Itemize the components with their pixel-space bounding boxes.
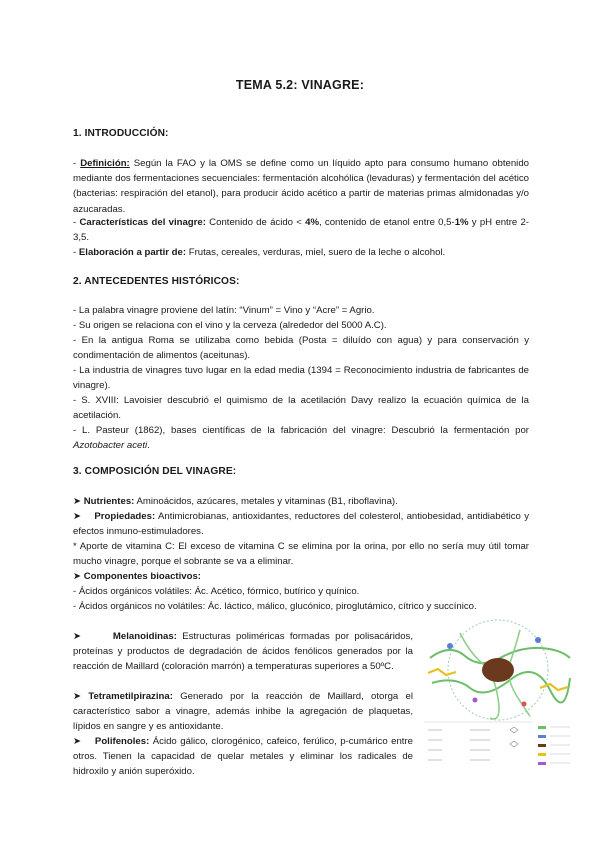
polifenoles-text: Ácido gálico, clorogénico, cafeico, ferúlico, p-cumárico entre otros. Tienen la capacidad de quelar metales y eliminar los radicales de hidroxilo y anión superóxido. <box>73 736 413 778</box>
elaboration-label: Elaboración a partir de: <box>78 247 187 258</box>
polifenoles-paragraph <box>73 734 413 780</box>
vitamin-c-note: * Aporte de vitamina C: El exceso de vitamina C se elimina por la orina, por ello no sería muy útil tomar mucho vinagre, porque el sobrante se va a eliminar. <box>73 541 529 568</box>
history-item: - Su origen se relaciona con el vino y la cerveza (alrededor del 5000 A.C). <box>73 320 387 331</box>
history-item: - S. XVIII: Lavoisier descubrió el quimismo de la acetilación Davy realizo la ecuación química de la acetilación. <box>73 395 529 422</box>
characteristics-ethanol-value: 1% <box>454 217 469 228</box>
definition-paragraph <box>73 156 529 217</box>
arrow-bullet: ➤ <box>73 691 82 702</box>
characteristics-prefix: - <box>73 217 80 228</box>
nutrientes-text: Aminoácidos, azúcares, metales y vitaminas (B1, riboflavina). <box>134 496 398 507</box>
tetrametilpirazina-text: Generado por la reacción de Maillard, otorga el característico sabor a vinagre, además inhibe la agregación de plaquetas, lípidos en sangre y es antioxidante. <box>73 691 413 733</box>
pasteur-text: - L. Pasteur (1862), bases científicas de la fabricación del vinagre: Descubrió la fermentación por <box>73 425 529 436</box>
pasteur-end: . <box>147 440 150 452</box>
protein-marker <box>473 698 478 703</box>
arrow-bullet: ➤ <box>73 631 82 642</box>
history-item: - En la antigua Roma se utilizaba como bebida (Posta = diluído con agua) y para conservación y condimentación de alimentos (aceitunas). <box>73 335 529 362</box>
elaboration-text: Frutas, cereales, verduras, miel, suero de la leche o alcohol. <box>186 247 446 258</box>
page-title: TEMA 5.2: VINAGRE: <box>235 78 365 92</box>
melanoidin-diagram-icon <box>420 618 578 768</box>
propiedades-label: Propiedades: <box>94 511 156 522</box>
propiedades-paragraph <box>73 509 529 539</box>
melanoidinas-paragraph <box>73 629 413 675</box>
characteristics-paragraph <box>73 215 529 245</box>
characteristics-text-3: y pH entre 2-3,5. <box>73 217 529 244</box>
nutrientes-paragraph <box>73 494 529 509</box>
arrow-bullet: ➤ <box>73 511 82 522</box>
history-item: - La palabra vinagre proviene del latín: “Vinum” = Vino y “Acre” = Agrio. <box>73 305 375 316</box>
characteristics-text-1: Contenido de ácido < <box>205 217 306 228</box>
protein-marker <box>535 637 541 643</box>
definition-label: Definición: <box>80 158 130 169</box>
tetrametilpirazina-paragraph <box>73 689 413 735</box>
characteristics-label: Características del vinagre: <box>79 217 206 228</box>
protein-marker <box>447 643 453 649</box>
melanoidinas-label: Melanoidinas: <box>112 631 177 642</box>
bioactivos-label: Componentes bioactivos: <box>83 571 201 582</box>
non-volatile-acids: - Ácidos orgánicos no volátiles: Ác. láctico, málico, glucónico, piroglutámico, cítrico y succínico. <box>73 601 477 612</box>
arrow-bullet: ➤ <box>73 736 82 747</box>
elaboration-paragraph <box>73 245 529 260</box>
protein-marker <box>522 702 527 707</box>
arrow-bullet: ➤ <box>73 496 82 507</box>
history-item: - La industria de vinagres tuvo lugar en la edad media (1394 = Reconocimiento industria de fabricantes de vinagre). <box>73 365 529 392</box>
tetrametilpirazina-label: Tetrametilpirazina: <box>88 691 173 702</box>
propiedades-text: Antimicrobianas, antioxidantes, reductores del colesterol, antiobesidad, antidiabético y efectos inmuno-estimuladores. <box>73 511 529 538</box>
volatile-acids: - Ácidos orgánicos volátiles: Ác. Acético, fórmico, butírico y quínico. <box>73 586 360 597</box>
characteristics-text-2: , contenido de etanol entre 0,5- <box>318 217 455 228</box>
section-heading-antecedentes: 2. ANTECEDENTES HISTÓRICOS: <box>73 276 240 287</box>
section-heading-composicion: 3. COMPOSICIÓN DEL VINAGRE: <box>73 466 237 477</box>
bioactivos-heading <box>73 569 529 584</box>
polifenoles-label: Polifenoles: <box>94 736 150 747</box>
definition-text: Según la FAO y la OMS se define como un líquido apto para consumo humano obtenido mediante dos fermentaciones secuenciales: fermentación alcohólica (levaduras) y fermentación del acético (bacterias: respiración del etanol), para producir ácido acético a partir de materias primas almidonadas y/o azucaradas. <box>73 158 529 215</box>
definition-prefix: - <box>73 158 81 169</box>
arrow-bullet: ➤ <box>73 571 82 582</box>
section-heading-introduccion: 1. INTRODUCCIÓN: <box>73 128 169 139</box>
pasteur-species: Azotobacter aceti <box>73 440 148 452</box>
melanoidin-core <box>482 658 514 682</box>
melanoidinas-text: Estructuras poliméricas formadas por polisacáridos, proteínas y productos de degradación de ácidos fenólicos generados por la reacción de Maillard (coloración marrón) a temperaturas superiores a 50ºC. <box>73 631 413 673</box>
elaboration-prefix: - <box>73 247 79 258</box>
characteristics-acid-value: 4% <box>305 217 319 228</box>
history-item-pasteur <box>73 423 529 453</box>
nutrientes-label: Nutrientes: <box>83 496 135 507</box>
